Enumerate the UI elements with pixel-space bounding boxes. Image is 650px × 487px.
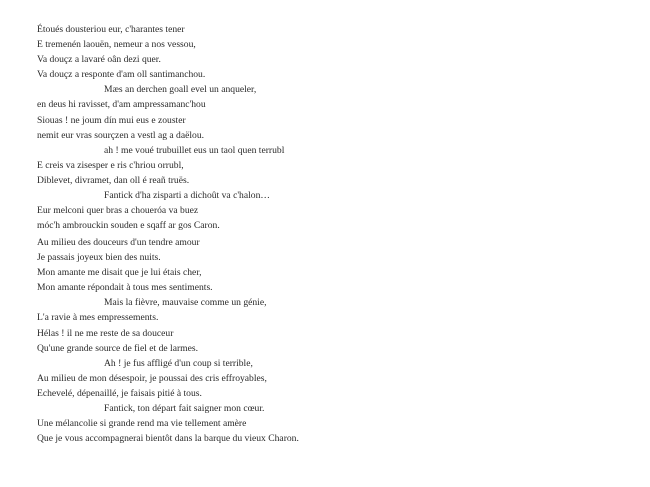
breton-line-6: en deus hi ravisset, d'am ampressamanc'hou [37,99,206,111]
french-line-1: Au milieu des douceurs d'un tendre amour [37,237,200,248]
breton-line-2: E tremenén laouën, nemeur a nos vessou, [37,39,196,51]
breton-line-9: ah ! me voué trubuillet eus un taol quen terrubl [104,144,285,156]
breton-line-1: Étoués dousteriou eur, c'harantes tener [37,24,185,35]
french-line-5: Mais la fièvre, mauvaise comme un génie, [104,297,267,309]
french-line-10: Au milieu de mon désespoir, je poussai des cris effroyables, [37,372,267,384]
breton-line-14: móc'h ambrouckin souden e sqaff ar gos Caron. [37,220,220,232]
french-line-2: Je passais joyeux bien des nuits. [37,252,161,264]
french-line-14: Que je vous accompagnerai bientôt dans la barque du vieux Charon. [37,433,299,445]
breton-line-13: Eur melconi quer bras a choueróa va buez [37,205,199,217]
french-line-7: Hélas ! il ne me reste de sa douceur [37,327,174,339]
french-stanza [37,235,299,446]
french-line-8: Qu'une grande source de fiel et de larmes. [37,342,199,354]
breton-stanza [37,22,284,233]
breton-line-10: E creis va zisesper e ris c'hriou orrubl, [37,159,184,171]
french-line-11: Echevelé, dépenaillé, je faisais pitié à tous. [37,387,202,399]
french-line-6: L'a ravie à mes empressements. [37,312,159,324]
breton-line-3: Va douçz a lavaré oân dezi quer. [37,54,161,66]
breton-line-7: Siouas ! ne joum dín mui eus e zouster [37,114,186,126]
french-line-13: Une mélancolie si grande rend ma vie tellement amère [37,418,247,430]
breton-line-4: Va douçz a responte d'am oll santimanchou. [37,69,206,81]
french-line-12: Fantick, ton départ fait saigner mon cœur. [104,403,265,415]
french-line-9: Ah ! je fus affligé d'un coup si terrible, [104,357,253,369]
breton-line-5: Mæs an derchen goall evel un anqueler, [104,84,257,96]
breton-line-8: nemit eur vras sourçzen a vestl ag a daëlou. [37,129,205,141]
breton-line-12: Fantick d'ha zisparti a dichoût va c'halon… [104,190,270,202]
french-line-3: Mon amante me disait que je lui étais cher, [37,267,202,279]
breton-line-11: Diblevet, divramet, dan oll é reañ truës. [37,174,190,186]
french-line-4: Mon amante répondait à tous mes sentiments. [37,282,213,294]
